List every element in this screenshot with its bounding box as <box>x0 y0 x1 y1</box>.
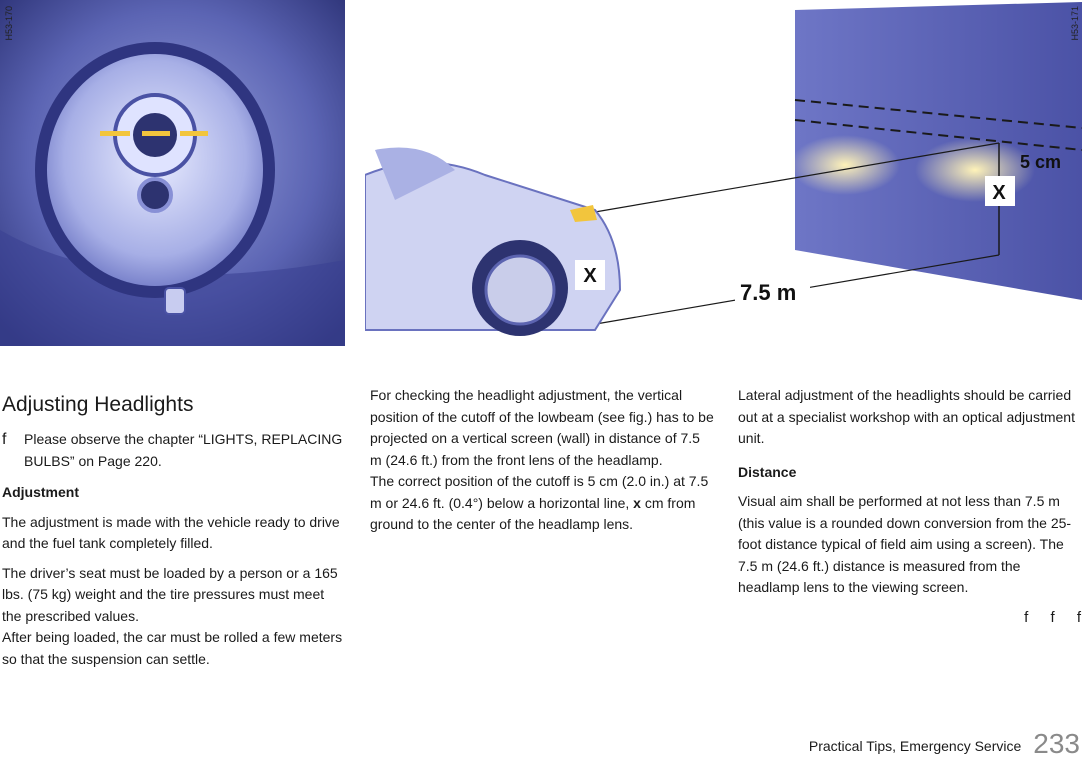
cutoff-text: The correct position of the cutoff is 5 cm (2.0 in.) at 7.5 m or 24.6 ft. (0.4°) below a horizontal line, <box>370 473 709 511</box>
aiming-diagram-figure <box>365 0 1082 346</box>
continue-arrows: f f f <box>1024 608 1081 626</box>
paragraph: For checking the headlight adjustment, the vertical position of the cutoff of the lowbeam (see fig.) has to be projected on a vertical screen (wall) in distance of 7.5 m (24.6 ft.) from the front lens of the headlamp. <box>370 387 714 468</box>
page-footer <box>809 728 1080 760</box>
adjustment-subheading: Adjustment <box>2 484 79 500</box>
figure-code-2: H53-171 <box>1070 6 1080 41</box>
paragraph: After being loaded, the car must be rolled a few meters so that the suspension can settle. <box>2 629 343 667</box>
column-left <box>2 385 344 678</box>
note <box>2 429 344 472</box>
section-name: Practical Tips, Emergency Service <box>808 738 1022 754</box>
x-variable: x <box>633 494 641 511</box>
cutoff-offset-label: 5 cm <box>1020 152 1062 172</box>
column-middle <box>370 385 715 544</box>
wall-height-label: X <box>992 182 1006 204</box>
paragraph <box>370 471 715 536</box>
paragraph: The adjustment is made with the vehicle ready to drive and the fuel tank completely filled. <box>2 513 340 551</box>
paragraph: Lateral adjustment of the headlights should be carried out at a specialist workshop with an optical adjustment unit. <box>738 387 1075 446</box>
column-right <box>738 385 1081 628</box>
paragraph: Visual aim shall be performed at not less than 7.5 m (this value is a rounded down conversion from the 25-foot distance typical of field aim using a screen). The 7.5 m (24.6 ft.) distance is measured from the headlamp lens to the viewing screen. <box>738 493 1072 595</box>
page-number: 233 <box>1033 728 1080 759</box>
cutoff-text-end: cm from ground to the center of the headlamp lens. <box>370 494 696 532</box>
paragraph: The driver’s seat must be loaded by a person or a 165 lbs. (75 kg) weight and the tire pressures must meet the prescribed values. <box>2 564 338 624</box>
note-mark: f <box>2 431 7 448</box>
distance-label: 7.5 m <box>740 280 797 305</box>
figure-code-1: H53-170 <box>4 6 14 41</box>
note-text: Please observe the chapter “LIGHTS, REPLACING BULBS” on Page 220. <box>24 431 343 469</box>
section-heading: Adjusting Headlights <box>2 393 194 416</box>
distance-subheading: Distance <box>738 463 797 480</box>
headlamp-closeup-figure <box>0 0 345 346</box>
car-height-label: X <box>583 265 597 287</box>
